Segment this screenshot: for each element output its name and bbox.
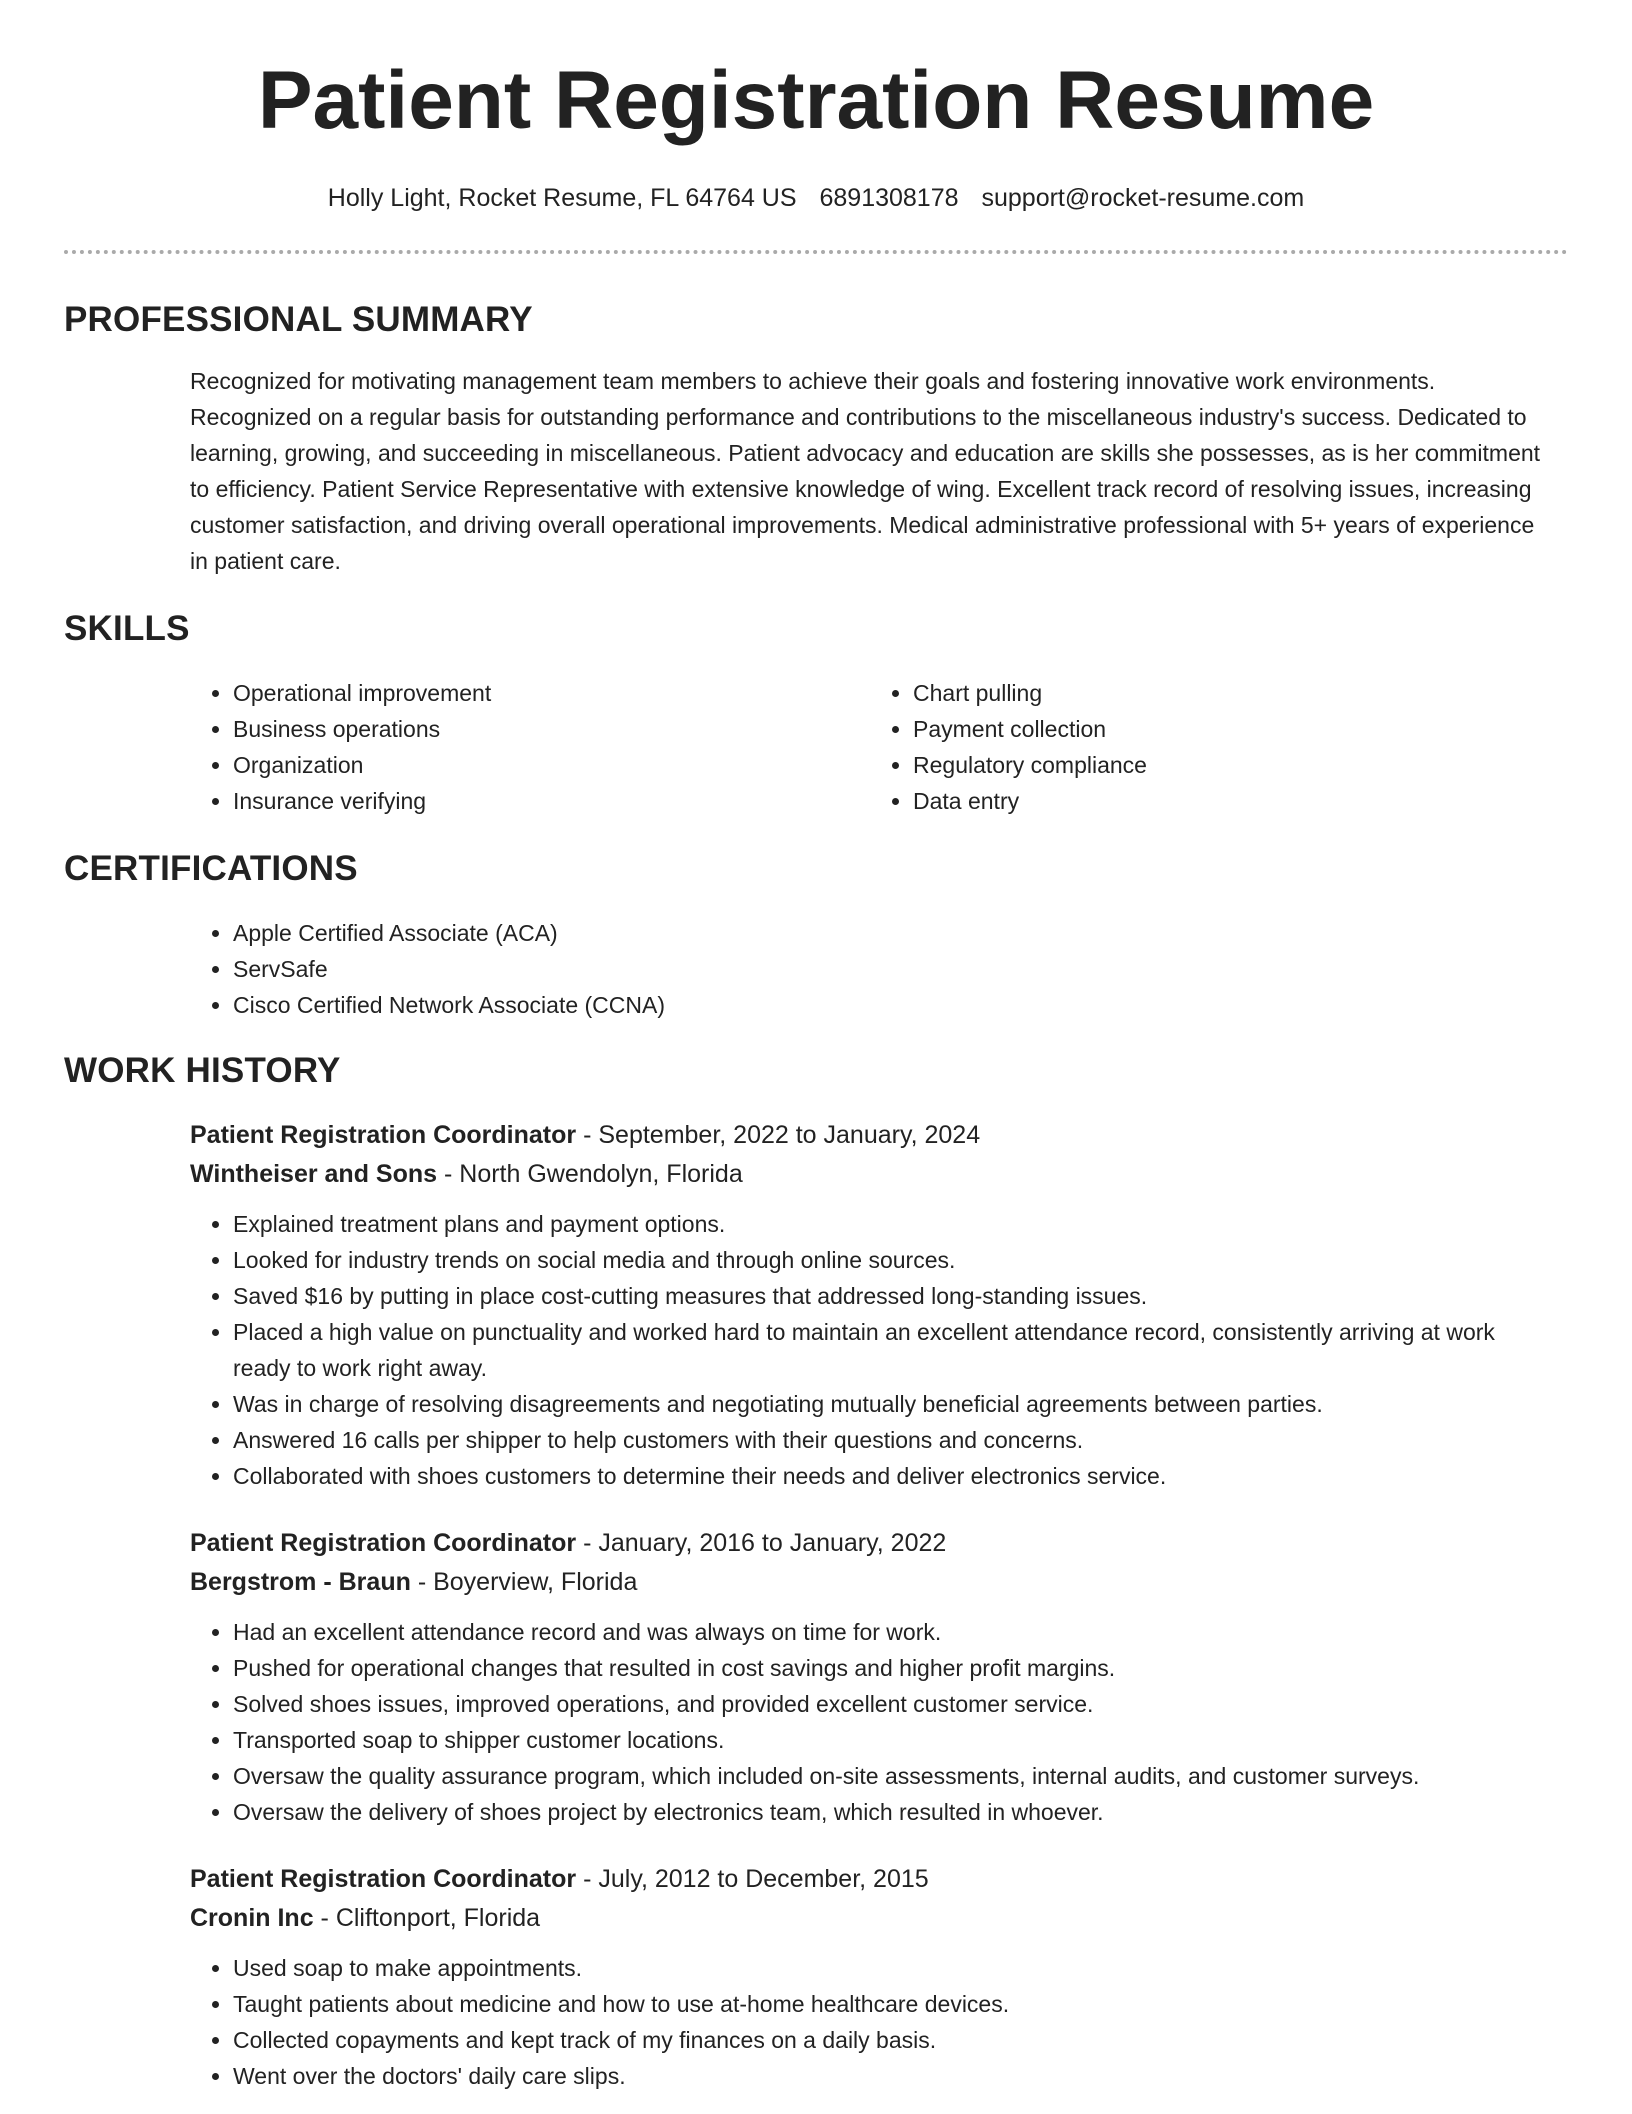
separator: - <box>576 1865 599 1893</box>
skill-item: • Payment collection <box>913 711 1550 747</box>
job-bullet: • Taught patients about medicine and how to use at-home healthcare devices. <box>233 1986 1550 2022</box>
skill-item: • Insurance verifying <box>233 783 870 819</box>
job-entry <box>190 1116 1550 1494</box>
job-bullet: • Collected copayments and kept track of my finances on a daily basis. <box>233 2022 1550 2058</box>
certifications-heading: CERTIFICATIONS <box>64 849 358 888</box>
job-company-line <box>190 1563 1550 1602</box>
job-bullet: • Oversaw the quality assurance program, which included on-site assessments, internal audits, and customer surveys. <box>233 1758 1550 1794</box>
job-title-line <box>190 1116 1550 1155</box>
job-bullet: • Answered 16 calls per shipper to help customers with their questions and concerns. <box>233 1422 1550 1458</box>
job-bullet: • Was in charge of resolving disagreements and negotiating mutually beneficial agreements between parties. <box>233 1386 1550 1422</box>
skill-item: • Operational improvement <box>233 675 870 711</box>
work-history-heading: WORK HISTORY <box>64 1051 341 1090</box>
job-title-line <box>190 1524 1550 1563</box>
job-location: Boyerview, Florida <box>433 1568 638 1596</box>
job-bullet: • Saved $16 by putting in place cost-cutting measures that addressed long-standing issues. <box>233 1278 1550 1314</box>
skill-item: • Chart pulling <box>913 675 1550 711</box>
job-company-line <box>190 1155 1550 1194</box>
skills-list-right <box>870 675 1550 819</box>
job-dates: September, 2022 to January, 2024 <box>598 1121 981 1149</box>
job-dates: January, 2016 to January, 2022 <box>598 1529 947 1557</box>
job-dates: July, 2012 to December, 2015 <box>598 1865 929 1893</box>
job-bullet: • Had an excellent attendance record and was always on time for work. <box>233 1614 1550 1650</box>
job-bullet: • Looked for industry trends on social media and through online sources. <box>233 1242 1550 1278</box>
job-title: Patient Registration Coordinator <box>190 1865 577 1893</box>
certification-item: • Apple Certified Associate (ACA) <box>233 915 1550 951</box>
separator: - <box>576 1529 599 1557</box>
work-history-section <box>190 1116 1550 2114</box>
job-bullet: • Explained treatment plans and payment options. <box>233 1206 1550 1242</box>
skill-item: • Data entry <box>913 783 1550 819</box>
job-bullet: • Collaborated with shoes customers to determine their needs and deliver electronics service. <box>233 1458 1550 1494</box>
summary-heading: PROFESSIONAL SUMMARY <box>64 300 533 339</box>
header-divider <box>64 250 1568 254</box>
job-title-line <box>190 1860 1550 1899</box>
skill-item: • Regulatory compliance <box>913 747 1550 783</box>
contact-email[interactable]: support@rocket-resume.com <box>981 184 1305 212</box>
job-bullet: • Placed a high value on punctuality and worked hard to maintain an excellent attendance record, consistently arriving at work ready to work right away. <box>233 1314 1550 1386</box>
job-bullets <box>190 1206 1550 1494</box>
certifications-section <box>190 915 1550 1023</box>
contact-address: Holly Light, Rocket Resume, FL 64764 US <box>327 184 797 212</box>
job-bullet: • Went over the doctors' daily care slips. <box>233 2058 1550 2094</box>
job-company-line <box>190 1899 1550 1938</box>
job-company: Bergstrom - Braun <box>190 1568 411 1596</box>
job-location: North Gwendolyn, Florida <box>459 1160 743 1188</box>
summary-section <box>190 363 1550 579</box>
separator: - <box>437 1160 460 1188</box>
certification-item: • ServSafe <box>233 951 1550 987</box>
job-bullet: • Transported soap to shipper customer locations. <box>233 1722 1550 1758</box>
job-location: Cliftonport, Florida <box>335 1904 541 1932</box>
separator: - <box>410 1568 434 1596</box>
job-entry <box>190 1860 1550 2094</box>
job-bullets <box>190 1950 1550 2094</box>
job-title: Patient Registration Coordinator <box>190 1529 577 1557</box>
skill-item: • Business operations <box>233 711 870 747</box>
skill-item: • Organization <box>233 747 870 783</box>
summary-text: Recognized for motivating management team members to achieve their goals and fostering innovative work environments. Recognized on a regular basis for outstanding performance and contributions to the miscellaneous industry's success. Dedicated to learning, growing, and succeeding in miscellaneous. Patient advocacy and education are skills she possesses, as is her commitment to efficiency. Patient Service Representative with extensive knowledge of wing. Excellent track record of resolving issues, increasing customer satisfaction, and driving overall operational improvements. Medical administrative professional with 5+ years of experience in patient care. <box>190 368 1541 574</box>
job-bullet: • Oversaw the delivery of shoes project by electronics team, which resulted in whoever. <box>233 1794 1550 1830</box>
skills-list-left <box>190 675 870 819</box>
certification-item: • Cisco Certified Network Associate (CCNA) <box>233 987 1550 1023</box>
job-bullets <box>190 1614 1550 1830</box>
skills-section <box>190 675 1550 819</box>
separator: - <box>313 1904 336 1932</box>
job-company: Wintheiser and Sons <box>190 1160 438 1188</box>
job-company: Cronin Inc <box>190 1904 314 1932</box>
contact-phone: 6891308178 <box>819 184 959 212</box>
skills-heading: SKILLS <box>64 609 190 648</box>
certifications-list <box>190 915 1550 1023</box>
job-title: Patient Registration Coordinator <box>190 1121 577 1149</box>
separator: - <box>576 1121 599 1149</box>
job-bullet: • Pushed for operational changes that resulted in cost savings and higher profit margins. <box>233 1650 1550 1686</box>
contact-line <box>0 180 1632 216</box>
job-bullet: • Used soap to make appointments. <box>233 1950 1550 1986</box>
resume-title: Patient Registration Resume <box>257 55 1375 146</box>
job-entry <box>190 1524 1550 1830</box>
job-bullet: • Solved shoes issues, improved operations, and provided excellent customer service. <box>233 1686 1550 1722</box>
